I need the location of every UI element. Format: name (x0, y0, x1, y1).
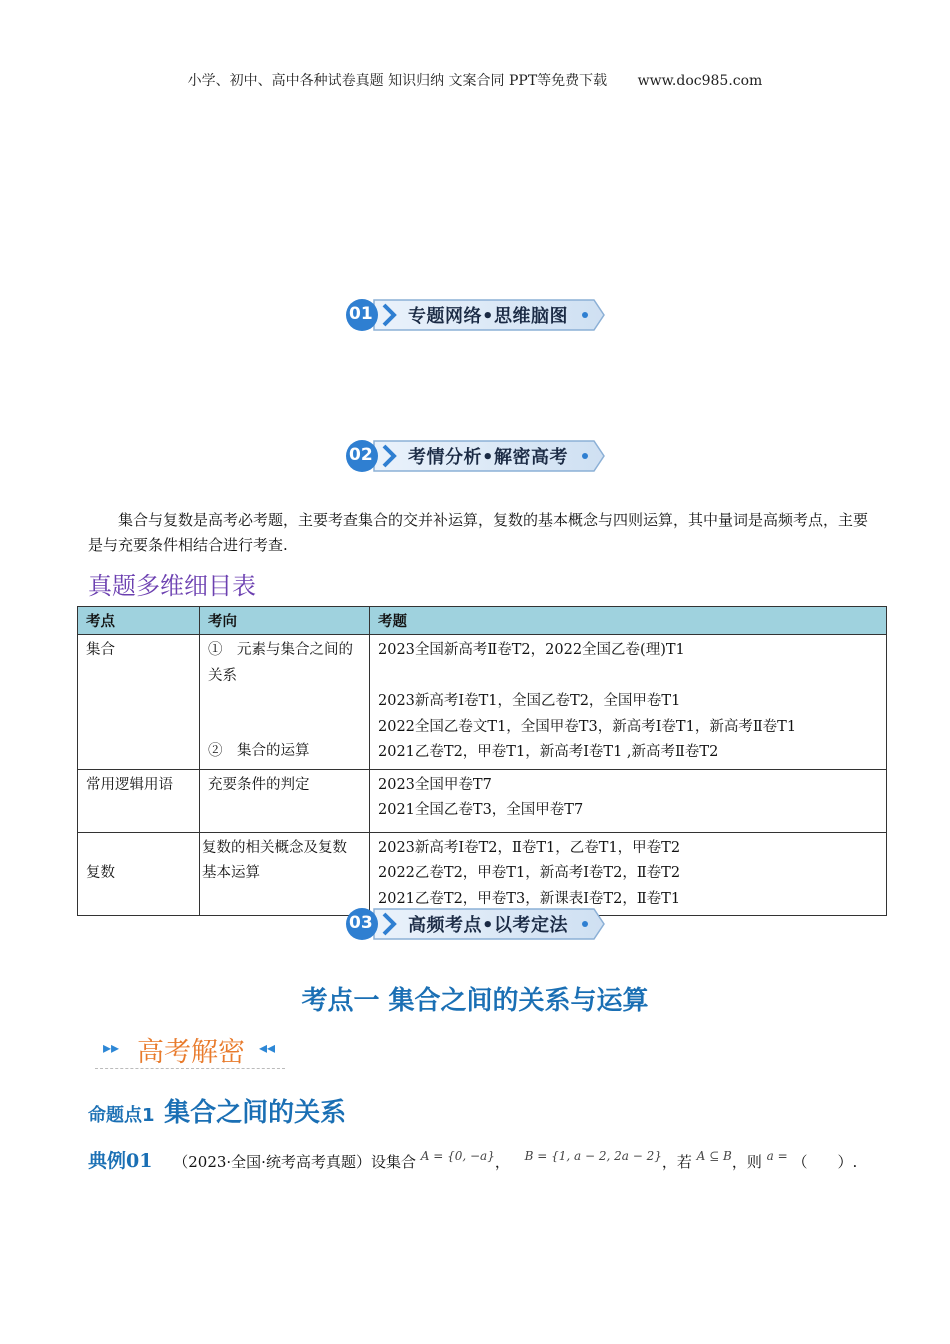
table-row (78, 832, 887, 916)
table-title: 真题多维细目表 (88, 572, 256, 600)
example-then: ，则 (731, 1153, 762, 1171)
intro-paragraph: 集合与复数是高考必考题，主要考查集合的交并补运算，复数的基本概念与四则运算，其中量词是高频考点，主要是与充要条件相结合进行考查. (88, 511, 869, 554)
example-if: ，若 (661, 1153, 692, 1171)
row-exams (370, 769, 887, 832)
exam-line-spacer (378, 664, 878, 690)
exam-line: 2021全国乙卷T3，全国甲卷T7 (378, 802, 584, 818)
exam-line: 2022全国乙卷文T1，全国甲卷T3，新高考Ⅰ卷T1，新高考Ⅱ卷T1 (378, 718, 797, 735)
header-exams: 考题 (370, 607, 887, 635)
double-arrow-left-icon: ◂◂ (259, 1038, 276, 1057)
example-label: 典例01 (88, 1150, 153, 1172)
row-point-text: 复数 (86, 865, 115, 881)
row-direction (200, 635, 370, 770)
example-line: 典例01 （2023·全国·统考高考真题）设集合 $^{A = \{0, -a\}}$， $^{B = \{1, a - 2, 2a - 2\}}$，若 $^{A ⊆ B}$，则 $^{a =}$ （ ）. (88, 1149, 858, 1172)
banner-label: 高频考点•以考定法 (408, 915, 569, 936)
row-point: 常用逻辑用语 (78, 769, 200, 832)
double-arrow-right-icon: ▸▸ (103, 1038, 120, 1057)
subset-formula: A ⊆ B (696, 1149, 732, 1163)
proposition-title: 集合之间的关系 (164, 1098, 347, 1128)
banner-label: 考情分析•解密高考 (408, 447, 569, 468)
row-point: 集合 (78, 635, 200, 770)
exam-line: 2023全国新高考Ⅱ卷T2，2022全国乙卷(理)T1 (378, 642, 685, 658)
table-row (78, 769, 887, 832)
exam-line: 2022乙卷T2，甲卷T1，新高考Ⅰ卷T2，Ⅱ卷T2 (378, 865, 681, 881)
table-row (78, 635, 887, 770)
gaokao-label: 高考解密 (137, 1037, 245, 1068)
example-source: （2023·全国·统考高考真题）设集合 (173, 1153, 416, 1171)
a-equals-formula: a = (766, 1149, 788, 1163)
banner-number: 03 (349, 913, 373, 933)
exam-line: 2023全国甲卷T7 (378, 776, 492, 793)
row-point (78, 832, 200, 916)
row-exams (370, 832, 887, 916)
exam-line: 2021乙卷T2，甲卷T3，新课表Ⅰ卷T2，Ⅱ卷T1 (378, 890, 681, 907)
exam-line: 2021乙卷T2，甲卷T1，新高考Ⅰ卷T1 ,新高考Ⅱ卷T2 (378, 744, 719, 760)
header-direction: 考向 (200, 607, 370, 635)
header-url[interactable]: www.doc985.com (637, 73, 763, 89)
row-direction: 充要条件的判定 (200, 769, 370, 832)
banner-label: 专题网络•思维脑图 (408, 306, 569, 327)
table-header-row (78, 607, 887, 635)
banner-number: 02 (349, 445, 373, 465)
direction-item: ① 元素与集合之间的关系 (208, 642, 353, 684)
direction-item: ② 集合的运算 (208, 743, 310, 759)
banner-number: 01 (349, 304, 373, 324)
header-text: 小学、初中、高中各种试卷真题 知识归纳 文案合同 PPT等免费下载 (187, 73, 608, 89)
header-point: 考点 (78, 607, 200, 635)
set-b-formula: B = {1, a − 2, 2a − 2} (524, 1149, 662, 1163)
section-banner-02 (344, 437, 606, 475)
row-direction: 复数的相关概念及复数基本运算 (200, 832, 370, 916)
section-banner-01 (344, 296, 606, 334)
proposition-prefix: 命题点1 (88, 1105, 155, 1126)
exam-table (77, 606, 887, 916)
exam-line: 2023新高考Ⅰ卷T2，Ⅱ卷T1，乙卷T1，甲卷T2 (378, 839, 681, 856)
exam-line: 2023新高考Ⅰ卷T1，全国乙卷T2，全国甲卷T1 (378, 693, 681, 709)
set-a-formula: A = {0, −a} (420, 1149, 495, 1163)
section-title: 考点一 集合之间的关系与运算 (301, 986, 649, 1016)
page-header (0, 70, 950, 90)
proposition-heading (88, 1092, 346, 1129)
gaokao-label-box (95, 1028, 285, 1069)
answer-blank: （ ）. (792, 1153, 858, 1171)
row-exams (370, 635, 887, 770)
section-banner-03 (344, 905, 606, 943)
